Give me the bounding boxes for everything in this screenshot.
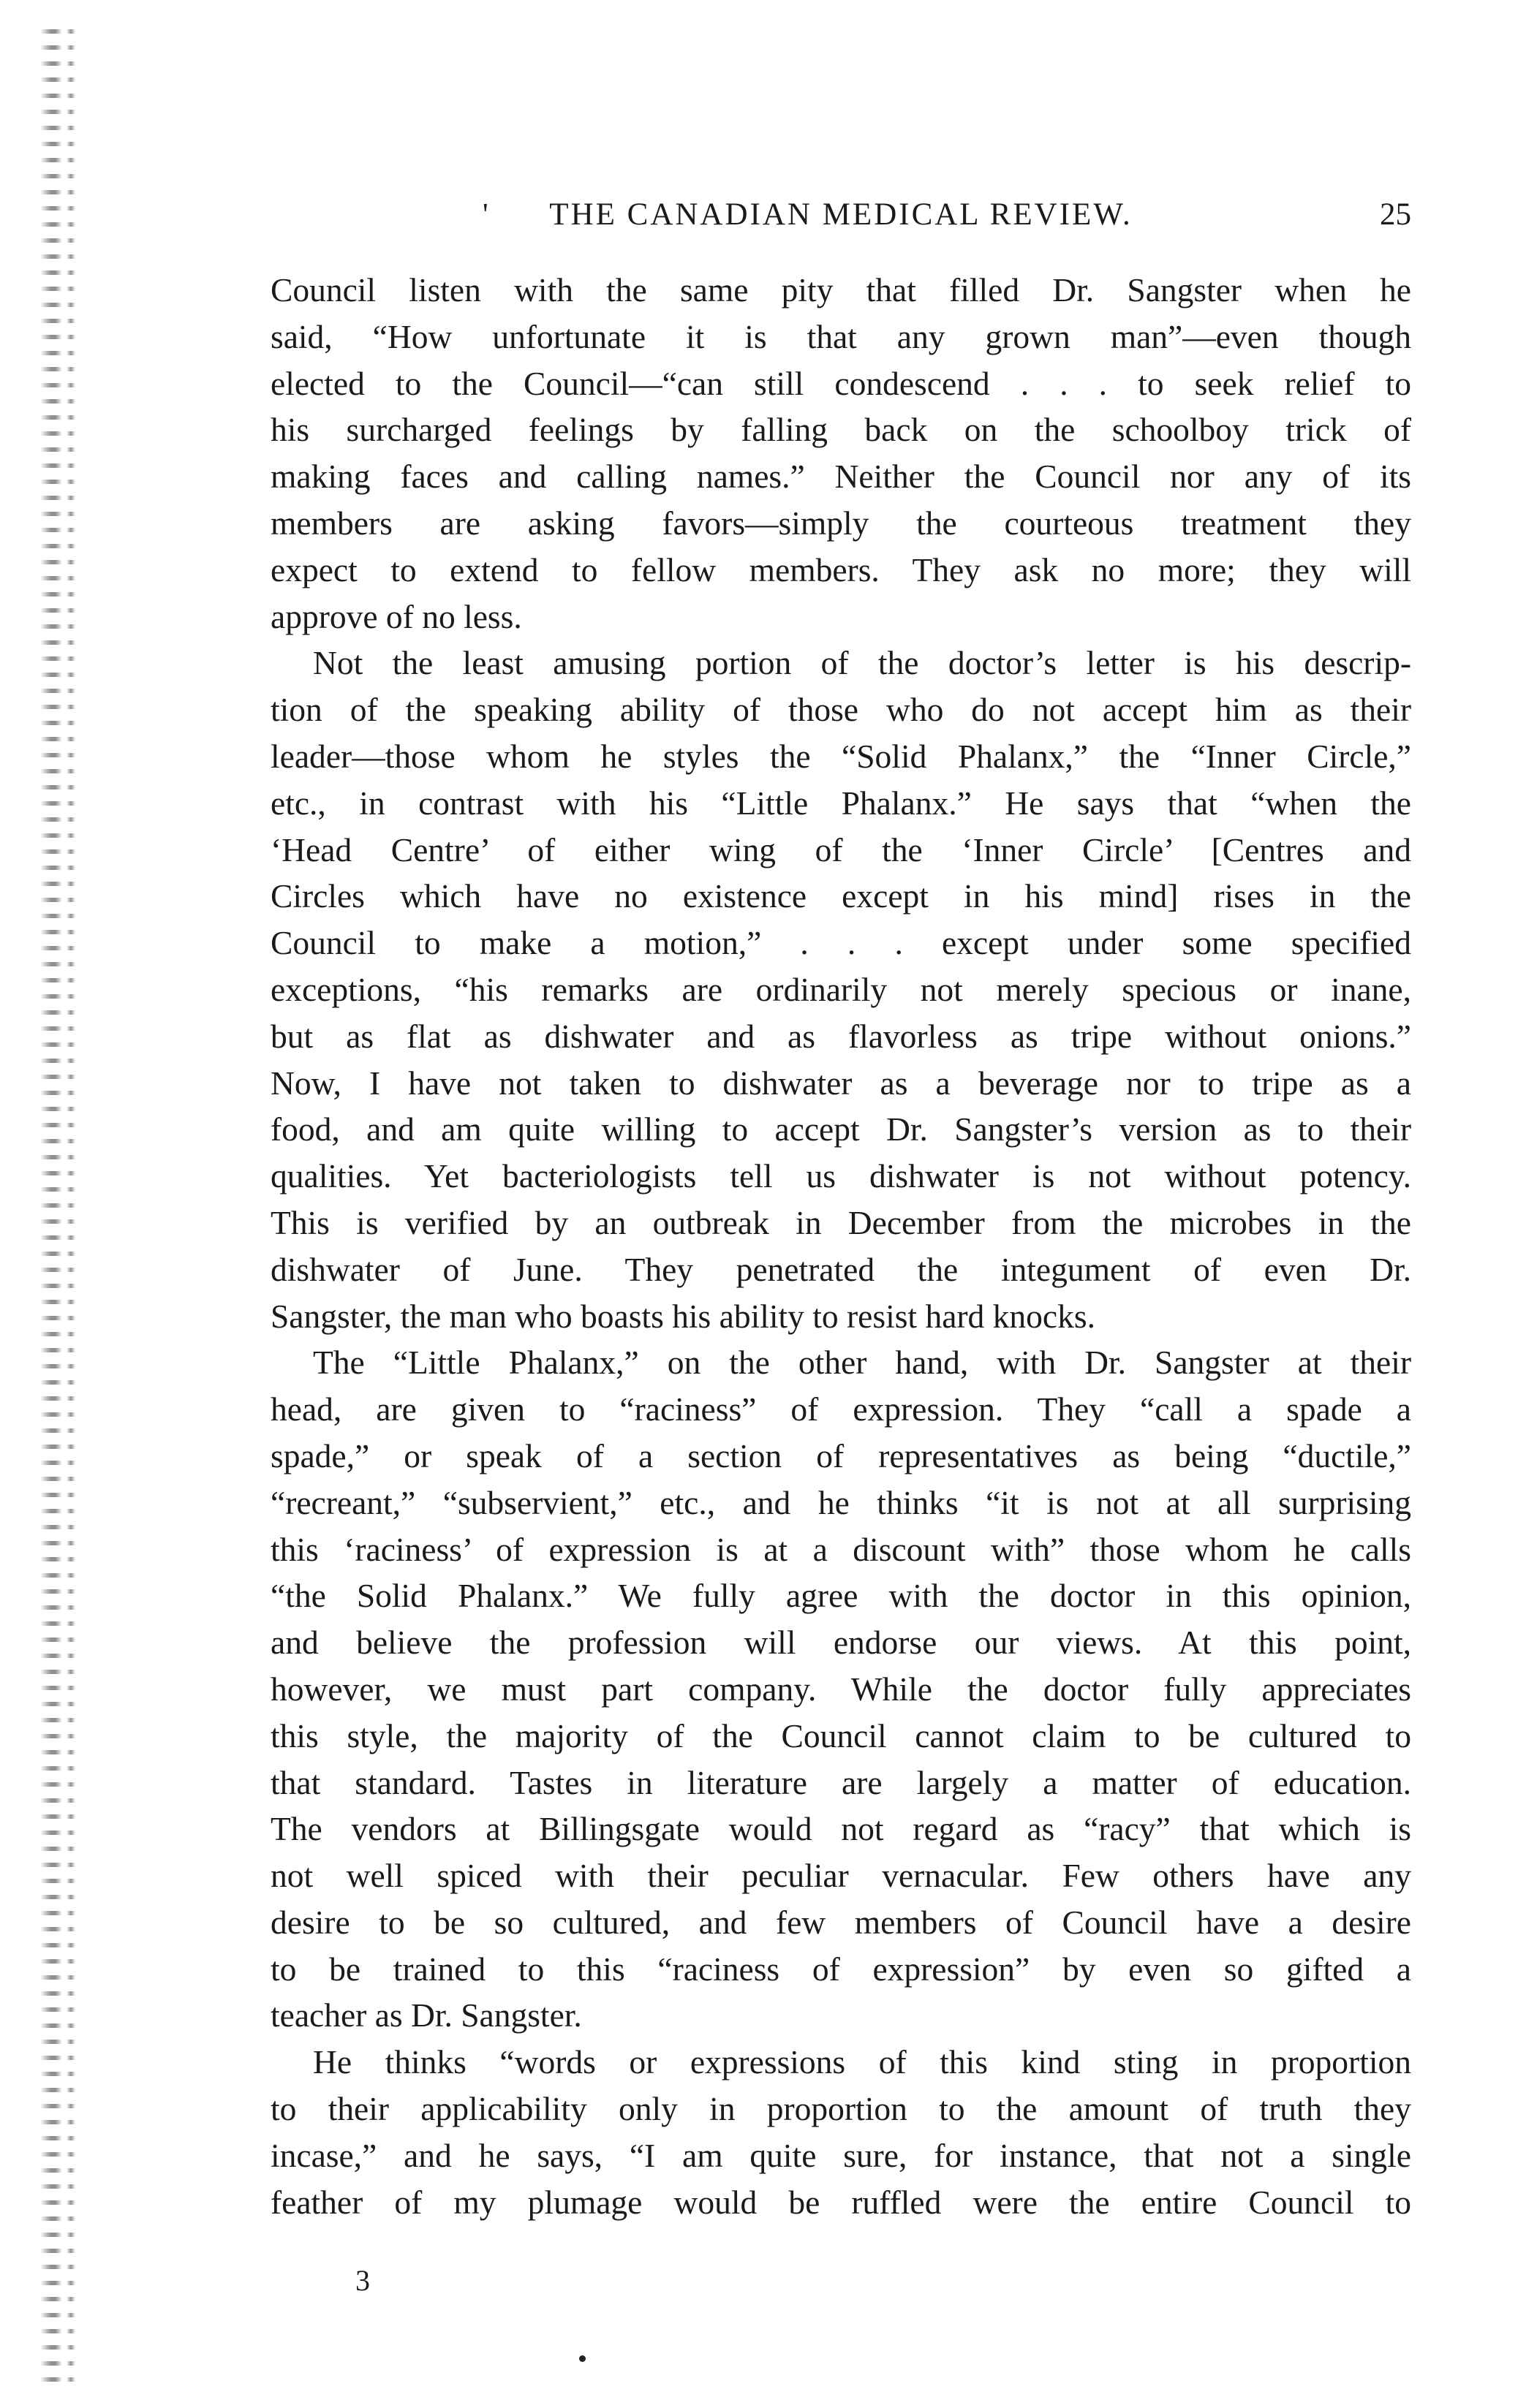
article-body: [271, 267, 1411, 2225]
text-line: Sangster, the man who boasts his ability to resist hard knocks.: [271, 1297, 1095, 1335]
text-line: this style, the majority of the Council cannot claim to be cultured to: [271, 1716, 1411, 1754]
text-line: The “Little Phalanx,” on the other hand, with Dr. Sangster at their: [313, 1344, 1411, 1382]
text-line: and believe the profession will endorse our views. At this point,: [271, 1624, 1411, 1662]
text-line: however, we must part company. While the doctor fully appreciates: [271, 1670, 1411, 1708]
text-line: making faces and calling names.” Neither the Council nor any of its: [271, 458, 1411, 496]
text-line: Not the least amusing portion of the doctor’s letter is his descrip-: [313, 644, 1411, 682]
text-line: ‘Head Centre’ of either wing of the ‘Inner Circle’ [Centres and: [271, 830, 1411, 868]
ink-dot: [579, 2355, 586, 2362]
text-line: etc., in contrast with his “Little Phalanx.” He says that “when the: [271, 784, 1411, 822]
text-line: “the Solid Phalanx.” We fully agree with the doctor in this opinion,: [271, 1577, 1411, 1615]
text-line: that standard. Tastes in literature are largely a matter of education.: [271, 1763, 1411, 1801]
text-line: food, and am quite willing to accept Dr. Sangster’s version as to their: [271, 1110, 1411, 1148]
text-line: not well spiced with their peculiar vernacular. Few others have any: [271, 1857, 1411, 1895]
text-line: approve of no less.: [271, 597, 522, 635]
text-line: He thinks “words or expressions of this kind sting in proportion: [313, 2043, 1411, 2081]
signature-mark: 3: [355, 2264, 370, 2297]
text-line: expect to extend to fellow members. They ask no more; they will: [271, 550, 1411, 588]
text-line: tion of the speaking ability of those who do not accept him as their: [271, 691, 1411, 729]
journal-title: THE CANADIAN MEDICAL REVIEW.: [549, 197, 1133, 232]
text-line: this ‘raciness’ of expression is at a discount with” those whom he calls: [271, 1530, 1411, 1568]
page-binding-edge: [40, 29, 84, 2383]
text-line: said, “How unfortunate it is that any grown man”—even though: [271, 317, 1411, 355]
header-apostrophe: ': [483, 198, 488, 232]
text-line: to their applicability only in proportion to the amount of truth they: [271, 2090, 1411, 2128]
text-line: to be trained to this “raciness of expression” by even so gifted a: [271, 1950, 1411, 1988]
text-line: The vendors at Billingsgate would not regard as “racy” that which is: [271, 1810, 1411, 1848]
text-line: Council listen with the same pity that filled Dr. Sangster when he: [271, 271, 1411, 308]
text-line: desire to be so cultured, and few members of Council have a desire: [271, 1903, 1411, 1941]
text-line: incase,” and he says, “I am quite sure, for instance, that not a single: [271, 2136, 1411, 2174]
text-line: members are asking favors—simply the courteous treatment they: [271, 504, 1411, 542]
text-line: teacher as Dr. Sangster.: [271, 1996, 582, 2034]
text-line: qualities. Yet bacteriologists tell us dishwater is not without potency.: [271, 1157, 1411, 1195]
text-line: Now, I have not taken to dishwater as a beverage nor to tripe as a: [271, 1064, 1411, 1102]
text-line: exceptions, “his remarks are ordinarily not merely specious or inane,: [271, 970, 1411, 1008]
text-line: This is verified by an outbreak in December from the microbes in the: [271, 1203, 1411, 1241]
text-line: Circles which have no existence except in his mind] rises in the: [271, 877, 1411, 915]
text-line: dishwater of June. They penetrated the integument of even Dr.: [271, 1250, 1411, 1288]
running-header: [271, 192, 1411, 238]
text-line: elected to the Council—“can still condescend . . . to seek relief to: [271, 364, 1411, 402]
text-line: “recreant,” “subservient,” etc., and he thinks “it is not at all surprising: [271, 1483, 1411, 1521]
text-line: head, are given to “raciness” of expression. They “call a spade a: [271, 1390, 1411, 1428]
text-line: Council to make a motion,” . . . except under some specified: [271, 924, 1411, 962]
page-number: 25: [1380, 197, 1411, 232]
text-line: his surcharged feelings by falling back on the schoolboy trick of: [271, 411, 1411, 449]
text-line: leader—those whom he styles the “Solid Phalanx,” the “Inner Circle,”: [271, 737, 1411, 775]
text-line: feather of my plumage would be ruffled were the entire Council to: [271, 2183, 1411, 2221]
text-line: spade,” or speak of a section of representatives as being “ductile,”: [271, 1436, 1411, 1474]
text-line: but as flat as dishwater and as flavorless as tripe without onions.”: [271, 1017, 1411, 1055]
